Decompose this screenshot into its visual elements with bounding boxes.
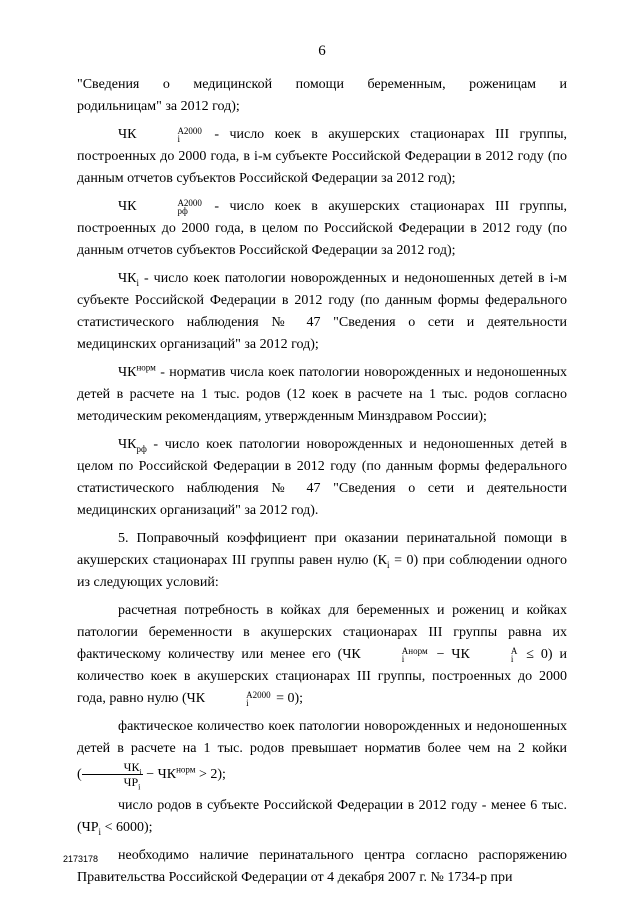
condition-3: число родов в субъекте Российской Федерации в 2012 году - менее 6 тыс. $(ЧР_i < 6000)$;: [77, 798, 567, 837]
fraction: $\frac{ЧК_i}{ЧР_i}$: [82, 760, 143, 789]
formula: (ЧК А2000 i = 0);: [181, 690, 304, 708]
formula: ( $\frac{ЧК_i}{ЧР_i}$ − $ЧК^{норм} > 2$);: [77, 760, 226, 792]
text-line: родильницам" за 2012 год);: [77, 99, 240, 114]
document-page: [77, 0, 567, 905]
formula: $(ЧР_i < 6000)$;: [77, 820, 153, 837]
document-body: [77, 74, 567, 889]
text-line: "Сведения о медицинской помощи беременным, роженицам и: [77, 77, 567, 92]
formula: $ЧК_i$: [118, 271, 139, 288]
page-number: 6: [318, 43, 326, 59]
formula: ЧК А2000 рф: [118, 198, 202, 216]
definition-ck-i: $ЧК_i$ - число коек патологии новорожденных и недоношенных детей в i-м субъекте Российской Федерации в 2012 году (по данным формы федерального статистического наблюдения № 47 "Сведения о сети и деятельности медицинских организаций" за 2012 год);: [77, 271, 567, 352]
document-code: 2173178: [63, 854, 99, 864]
definition-ck-norm: $ЧК^{норм}$ - норматив числа коек патологии новорожденных и недоношенных детей в расчете на 1 тыс. родов (12 коек в расчете на 1 тыс. родов согласно методическим рекомендациям, утвержденным Минздравом России);: [77, 362, 567, 424]
formula: ЧК А2000 i: [118, 126, 202, 144]
condition-1: расчетная потребность в койках для беременных и рожениц и койках патологии беременности в акушерских стационарах III группы равна их фактическому количеству или менее его (ЧК Анорм i − ЧК А i ≤ 0) и количество коек в акушерских стационарах III группы, построенных до 2000 года, равно нулю (ЧК А2000 i = 0);: [77, 603, 567, 708]
definition-ck-rf: $ЧК_{рф}$ - число коек патологии новорожденных и недоношенных детей в целом по Российской Федерации в 2012 году (по данным формы федерального статистического наблюдения № 47 "Сведения о сети и деятельности медицинских организаций" за 2012 год).: [77, 437, 567, 518]
formula: $ЧК_{рф}$: [118, 437, 147, 454]
paragraph-5: 5. Поправочный коэффициент при оказании перинатальной помощи в акушерских стационарах III группы равен нулю $(К_i = 0)$ при соблюдении одного из следующих условий:: [77, 531, 567, 590]
condition-4: необходимо наличие перинатального центра согласно распоряжению Правительства Российской Федерации от 4 декабря 2007 г. № 1734-р при: [77, 848, 567, 885]
formula: $ЧК^{норм}$: [118, 362, 156, 380]
condition-2: фактическое количество коек патологии новорожденных и недоношенных детей в расчете на 1 тыс. родов превышает норматив более чем на 2 койки ( $\frac{ЧК_i}{ЧР_i}$ − $ЧК^{норм} > 2$);: [77, 719, 567, 792]
definition-ck-i-a2000: ЧК А2000 i - число коек в акушерских стационарах III группы, построенных до 2000 года, в i-м субъекте Российской Федерации в 2012 году (по данным отчетов субъектов Российской Федерации за 2012 год);: [77, 126, 567, 186]
definition-ck-rf-a2000: ЧК А2000 рф - число коек в акушерских стационарах III группы, построенных до 2000 года, в целом по Российской Федерации в 2012 году (по данным отчетов субъектов Российской Федерации за 2012 год);: [77, 198, 567, 258]
formula: (ЧК Анорм i − ЧК А i ≤ 0): [337, 646, 553, 664]
